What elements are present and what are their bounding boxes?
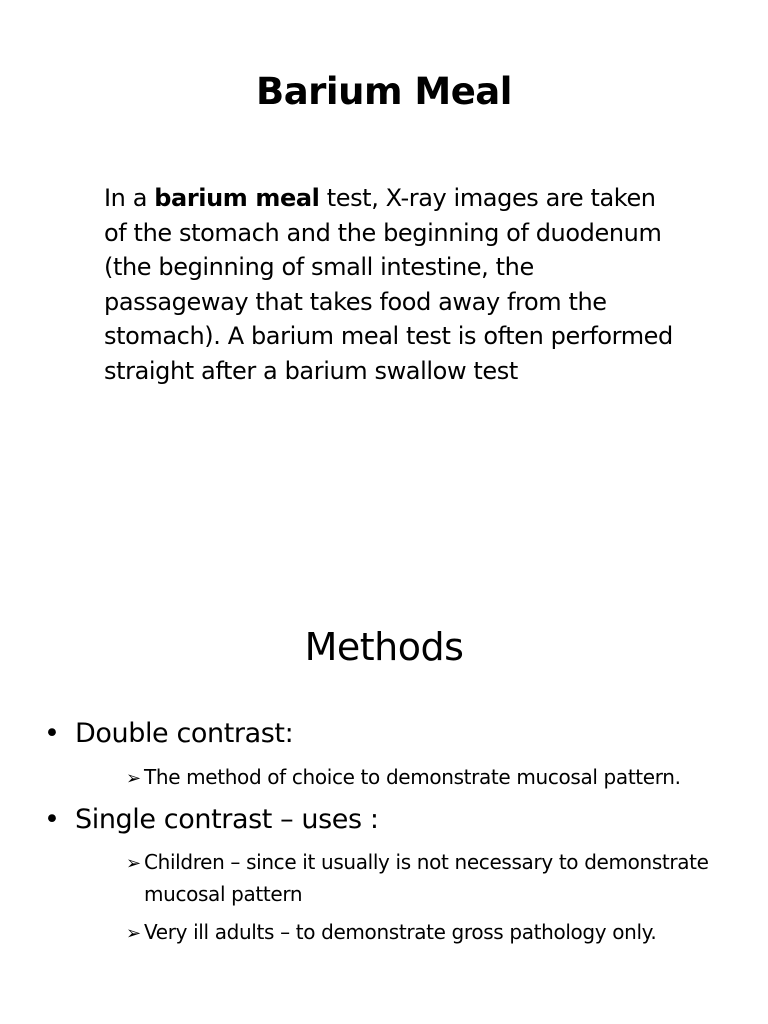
sub-bullet-item <box>126 847 764 910</box>
sub-bullet-text: Children – since it usually is not necessary to demonstrate mucosal pattern <box>144 850 709 906</box>
bullet-label: Single contrast – uses : <box>75 804 379 835</box>
bullet-double-contrast <box>44 718 293 749</box>
bullet-icon: • <box>44 718 60 749</box>
arrow-bullet-icon: ➢ <box>126 853 141 874</box>
bullet-single-contrast <box>44 804 379 835</box>
sub-bullet-text: Very ill adults – to demonstrate gross pathology only. <box>144 920 657 944</box>
sub-bullet-item <box>126 917 764 949</box>
slide-title-methods: Methods <box>304 625 464 669</box>
sub-bullet-text: The method of choice to demonstrate mucosal pattern. <box>144 765 681 789</box>
slide-title-barium-meal: Barium Meal <box>256 70 512 113</box>
slide-body-paragraph <box>104 181 684 388</box>
arrow-bullet-icon: ➢ <box>126 923 141 944</box>
body-text-prefix: In a <box>104 184 155 212</box>
body-text-bold: barium meal <box>154 184 320 212</box>
arrow-bullet-icon: ➢ <box>126 768 141 789</box>
body-text-suffix: test, X-ray images are taken of the stomach and the beginning of duodenum (the beginning of small intestine, the passageway that takes food away from the stomach). A barium meal test is often performed straight after a barium swallow test <box>104 184 673 385</box>
sub-bullet-item <box>126 762 764 794</box>
bullet-icon: • <box>44 804 60 835</box>
bullet-label: Double contrast: <box>75 718 294 749</box>
